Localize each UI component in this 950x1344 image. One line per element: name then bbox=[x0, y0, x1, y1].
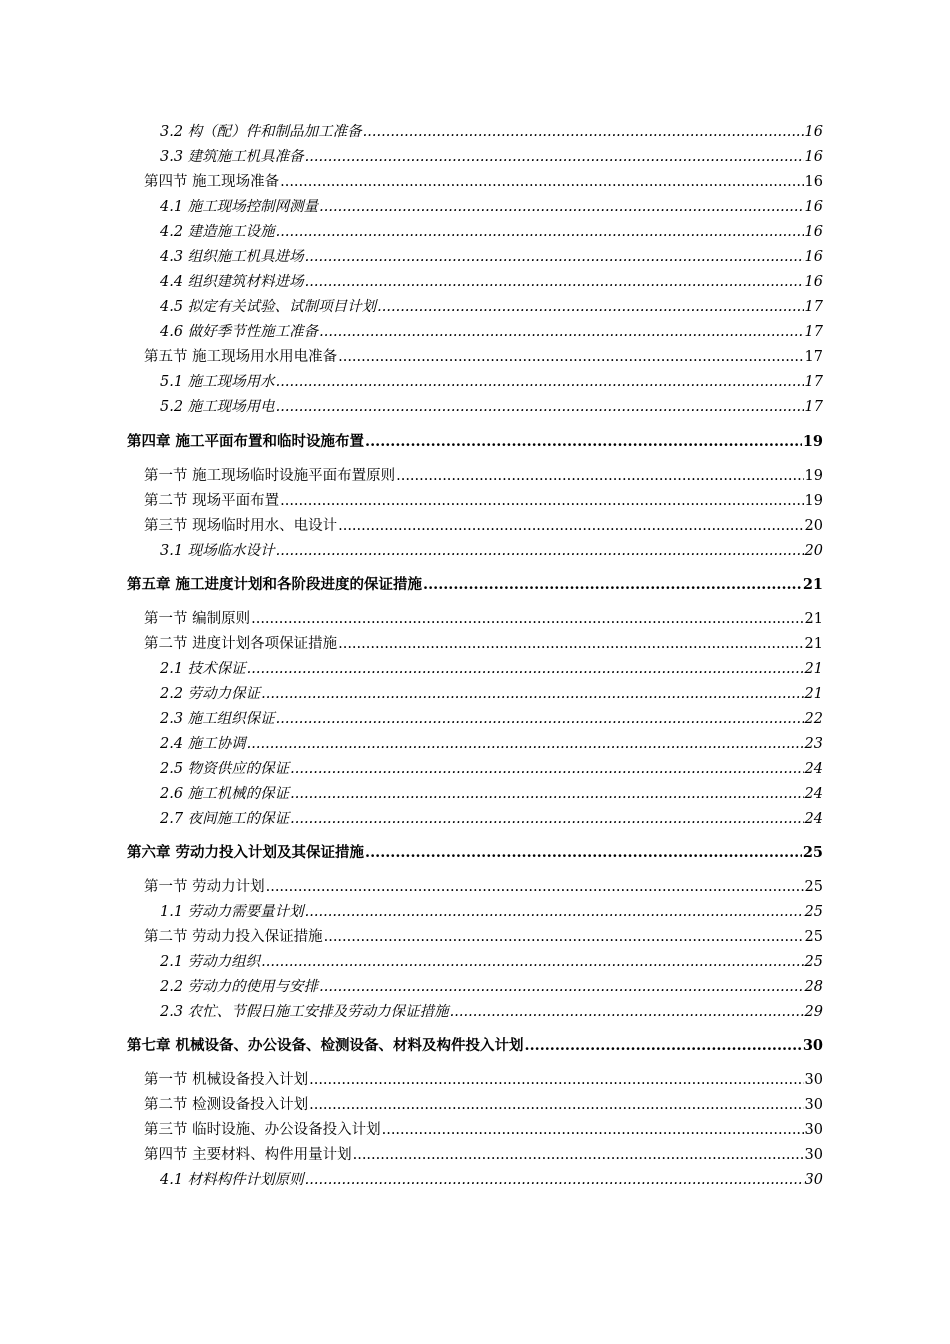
toc-dot-leader bbox=[319, 324, 803, 340]
toc-entry-label: 4.2 建造施工设施 bbox=[160, 224, 275, 240]
toc-entry-page-number: 30 bbox=[804, 1122, 823, 1138]
toc-entry-label: 第二节 现场平面布置 bbox=[144, 493, 280, 509]
toc-entry-page-number: 16 bbox=[804, 149, 823, 165]
toc-entry-label: 第二节 劳动力投入保证措施 bbox=[144, 929, 323, 945]
toc-entry-label: 4.4 组织建筑材料进场 bbox=[160, 274, 304, 290]
toc-entry-sub[interactable] bbox=[127, 736, 823, 752]
toc-entry-label: 2.2 劳动力的使用与安排 bbox=[160, 979, 319, 995]
toc-dot-leader bbox=[382, 1122, 804, 1138]
toc-entry-page-number: 25 bbox=[804, 904, 823, 920]
toc-entry-page-number: 19 bbox=[802, 433, 823, 450]
toc-entry-section[interactable] bbox=[127, 493, 823, 509]
toc-entry-sub[interactable] bbox=[127, 149, 823, 165]
toc-dot-leader bbox=[247, 661, 804, 677]
toc-entry-page-number: 30 bbox=[804, 1147, 823, 1163]
toc-entry-label: 第七章 机械设备、办公设备、检测设备、材料及构件投入计划 bbox=[127, 1037, 524, 1054]
toc-entry-page-number: 21 bbox=[802, 576, 823, 593]
toc-entry-label: 第一节 劳动力计划 bbox=[144, 879, 265, 895]
toc-entry-page-number: 20 bbox=[804, 518, 823, 534]
toc-dot-leader bbox=[450, 1004, 804, 1020]
toc-dot-leader bbox=[276, 374, 804, 390]
toc-entry-sub[interactable] bbox=[127, 399, 823, 415]
toc-entry-page-number: 16 bbox=[804, 174, 823, 190]
toc-dot-leader bbox=[525, 1038, 802, 1054]
toc-entry-sub[interactable] bbox=[127, 686, 823, 702]
toc-entry-label: 2.3 农忙、节假日施工安排及劳动力保证措施 bbox=[160, 1004, 449, 1020]
toc-entry-page-number: 21 bbox=[804, 636, 823, 652]
toc-dot-leader bbox=[377, 299, 803, 315]
toc-entry-chapter[interactable] bbox=[127, 434, 823, 450]
toc-entry-label: 第一节 施工现场临时设施平面布置原则 bbox=[144, 468, 396, 484]
toc-entry-label: 第三节 临时设施、办公设备投入计划 bbox=[144, 1122, 381, 1138]
toc-entry-section[interactable] bbox=[127, 1072, 823, 1088]
toc-entry-section[interactable] bbox=[127, 611, 823, 627]
toc-entry-section[interactable] bbox=[127, 468, 823, 484]
toc-entry-sub[interactable] bbox=[127, 299, 823, 315]
toc-entry-label: 第一节 机械设备投入计划 bbox=[144, 1072, 309, 1088]
toc-entry-page-number: 24 bbox=[804, 786, 823, 802]
toc-entry-page-number: 19 bbox=[804, 493, 823, 509]
toc-entry-label: 第四节 主要材料、构件用量计划 bbox=[144, 1147, 352, 1163]
toc-dot-leader bbox=[290, 811, 803, 827]
toc-entry-label: 2.7 夜间施工的保证 bbox=[160, 811, 290, 827]
toc-entry-sub[interactable] bbox=[127, 324, 823, 340]
toc-entry-sub[interactable] bbox=[127, 1172, 823, 1188]
toc-entry-chapter[interactable] bbox=[127, 845, 823, 861]
toc-entry-page-number: 21 bbox=[804, 661, 823, 677]
toc-dot-leader bbox=[266, 879, 804, 895]
toc-entry-sub[interactable] bbox=[127, 811, 823, 827]
toc-dot-leader bbox=[365, 434, 802, 450]
toc-dot-leader bbox=[338, 349, 803, 365]
toc-dot-leader bbox=[276, 711, 804, 727]
toc-dot-leader bbox=[305, 1172, 804, 1188]
toc-entry-page-number: 25 bbox=[804, 879, 823, 895]
toc-dot-leader bbox=[305, 149, 804, 165]
toc-entry-sub[interactable] bbox=[127, 661, 823, 677]
toc-entry-page-number: 30 bbox=[804, 1097, 823, 1113]
toc-entry-label: 第五节 施工现场用水用电准备 bbox=[144, 349, 338, 365]
toc-dot-leader bbox=[309, 1072, 803, 1088]
toc-entry-label: 2.3 施工组织保证 bbox=[160, 711, 275, 727]
toc-dot-leader bbox=[280, 174, 803, 190]
toc-dot-leader bbox=[251, 611, 803, 627]
toc-entry-page-number: 16 bbox=[804, 274, 823, 290]
toc-entry-label: 4.3 组织施工机具进场 bbox=[160, 249, 304, 265]
toc-entry-label: 4.1 材料构件计划原则 bbox=[160, 1172, 304, 1188]
toc-dot-leader bbox=[353, 1147, 804, 1163]
toc-entry-label: 第六章 劳动力投入计划及其保证措施 bbox=[127, 844, 365, 861]
toc-dot-leader bbox=[276, 224, 804, 240]
toc-entry-sub[interactable] bbox=[127, 374, 823, 390]
toc-entry-chapter[interactable] bbox=[127, 577, 823, 593]
toc-dot-leader bbox=[319, 979, 803, 995]
toc-entry-chapter[interactable] bbox=[127, 1038, 823, 1054]
toc-entry-page-number: 20 bbox=[804, 543, 823, 559]
toc-entry-page-number: 25 bbox=[804, 954, 823, 970]
toc-dot-leader bbox=[338, 518, 803, 534]
toc-dot-leader bbox=[338, 636, 803, 652]
toc-entry-label: 2.6 施工机械的保证 bbox=[160, 786, 290, 802]
toc-entry-section[interactable] bbox=[127, 518, 823, 534]
toc-entry-section[interactable] bbox=[127, 1122, 823, 1138]
toc-entry-section[interactable] bbox=[127, 636, 823, 652]
toc-entry-page-number: 29 bbox=[804, 1004, 823, 1020]
toc-entry-page-number: 19 bbox=[804, 468, 823, 484]
toc-entry-page-number: 23 bbox=[804, 736, 823, 752]
toc-entry-page-number: 16 bbox=[804, 249, 823, 265]
toc-entry-sub[interactable] bbox=[127, 274, 823, 290]
toc-entry-page-number: 30 bbox=[804, 1172, 823, 1188]
toc-entry-sub[interactable] bbox=[127, 543, 823, 559]
toc-dot-leader bbox=[363, 124, 804, 140]
toc-entry-label: 2.1 技术保证 bbox=[160, 661, 246, 677]
toc-entry-page-number: 22 bbox=[804, 711, 823, 727]
toc-entry-label: 第五章 施工进度计划和各阶段进度的保证措施 bbox=[127, 576, 423, 593]
toc-dot-leader bbox=[305, 274, 804, 290]
toc-dot-leader bbox=[423, 577, 802, 593]
toc-entry-label: 第三节 现场临时用水、电设计 bbox=[144, 518, 338, 534]
toc-entry-sub[interactable] bbox=[127, 1004, 823, 1020]
toc-entry-label: 2.2 劳动力保证 bbox=[160, 686, 261, 702]
toc-entry-label: 5.1 施工现场用水 bbox=[160, 374, 275, 390]
toc-entry-label: 4.1 施工现场控制网测量 bbox=[160, 199, 319, 215]
toc-dot-leader bbox=[396, 468, 803, 484]
toc-dot-leader bbox=[261, 954, 803, 970]
toc-entry-page-number: 30 bbox=[804, 1072, 823, 1088]
toc-entry-label: 4.6 做好季节性施工准备 bbox=[160, 324, 319, 340]
toc-entry-label: 第一节 编制原则 bbox=[144, 611, 251, 627]
toc-entry-sub[interactable] bbox=[127, 761, 823, 777]
toc-entry-label: 3.3 建筑施工机具准备 bbox=[160, 149, 304, 165]
toc-dot-leader bbox=[365, 845, 802, 861]
toc-entry-page-number: 24 bbox=[804, 761, 823, 777]
toc-dot-leader bbox=[319, 199, 803, 215]
toc-entry-section[interactable] bbox=[127, 349, 823, 365]
toc-entry-page-number: 16 bbox=[804, 199, 823, 215]
toc-entry-section[interactable] bbox=[127, 1097, 823, 1113]
toc-entry-sub[interactable] bbox=[127, 249, 823, 265]
toc-entry-page-number: 24 bbox=[804, 811, 823, 827]
toc-entry-label: 1.1 劳动力需要量计划 bbox=[160, 904, 304, 920]
toc-entry-page-number: 17 bbox=[804, 299, 823, 315]
toc-dot-leader bbox=[305, 904, 804, 920]
toc-entry-page-number: 21 bbox=[804, 686, 823, 702]
toc-entry-label: 2.5 物资供应的保证 bbox=[160, 761, 290, 777]
toc-dot-leader bbox=[280, 493, 803, 509]
toc-entry-page-number: 30 bbox=[802, 1037, 823, 1054]
toc-entry-page-number: 16 bbox=[804, 124, 823, 140]
toc-entry-label: 2.4 施工协调 bbox=[160, 736, 246, 752]
toc-entry-sub[interactable] bbox=[127, 124, 823, 140]
toc-entry-page-number: 17 bbox=[804, 349, 823, 365]
toc-entry-sub[interactable] bbox=[127, 904, 823, 920]
toc-dot-leader bbox=[261, 686, 803, 702]
toc-dot-leader bbox=[309, 1097, 803, 1113]
toc-entry-label: 3.1 现场临水设计 bbox=[160, 543, 275, 559]
toc-dot-leader bbox=[290, 761, 803, 777]
toc-dot-leader bbox=[305, 249, 804, 265]
toc-entry-page-number: 17 bbox=[804, 399, 823, 415]
toc-entry-label: 第四节 施工现场准备 bbox=[144, 174, 280, 190]
toc-entry-label: 第二节 检测设备投入计划 bbox=[144, 1097, 309, 1113]
toc-entry-sub[interactable] bbox=[127, 979, 823, 995]
toc-entry-label: 3.2 构（配）件和制品加工准备 bbox=[160, 124, 362, 140]
toc-entry-page-number: 17 bbox=[804, 324, 823, 340]
toc-entry-page-number: 28 bbox=[804, 979, 823, 995]
toc-entry-sub[interactable] bbox=[127, 711, 823, 727]
toc-entry-label: 4.5 拟定有关试验、试制项目计划 bbox=[160, 299, 377, 315]
toc-entry-sub[interactable] bbox=[127, 954, 823, 970]
toc-dot-leader bbox=[324, 929, 804, 945]
toc-dot-leader bbox=[276, 399, 804, 415]
toc-entry-label: 2.1 劳动力组织 bbox=[160, 954, 261, 970]
toc-dot-leader bbox=[290, 786, 803, 802]
toc-entry-page-number: 16 bbox=[804, 224, 823, 240]
toc-entry-page-number: 25 bbox=[802, 844, 823, 861]
toc-entry-section[interactable] bbox=[127, 174, 823, 190]
toc-entry-sub[interactable] bbox=[127, 786, 823, 802]
toc-entry-section[interactable] bbox=[127, 929, 823, 945]
toc-entry-sub[interactable] bbox=[127, 224, 823, 240]
toc-entry-section[interactable] bbox=[127, 1147, 823, 1163]
toc-entry-label: 第四章 施工平面布置和临时设施布置 bbox=[127, 433, 365, 450]
toc-entry-page-number: 17 bbox=[804, 374, 823, 390]
toc-entry-page-number: 25 bbox=[804, 929, 823, 945]
toc-dot-leader bbox=[276, 543, 804, 559]
toc-dot-leader bbox=[247, 736, 804, 752]
toc-entry-section[interactable] bbox=[127, 879, 823, 895]
toc-entry-label: 5.2 施工现场用电 bbox=[160, 399, 275, 415]
toc-entry-sub[interactable] bbox=[127, 199, 823, 215]
toc-entry-page-number: 21 bbox=[804, 611, 823, 627]
toc-entry-label: 第二节 进度计划各项保证措施 bbox=[144, 636, 338, 652]
